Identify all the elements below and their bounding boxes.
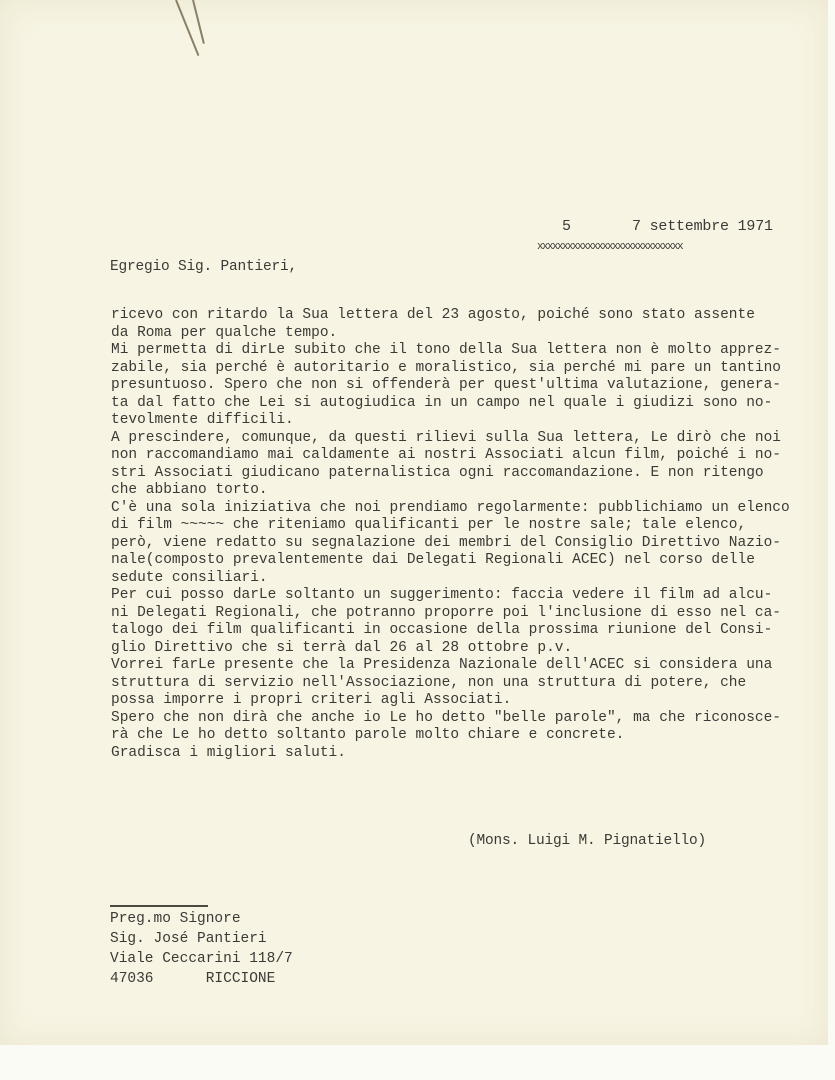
body-line: Per cui posso darLe soltanto un suggerimento: faccia vedere il film ad alcu- bbox=[111, 587, 773, 603]
address-line: Preg.mo Signore bbox=[110, 911, 241, 927]
body-line: Vorrei farLe presente che la Presidenza Nazionale dell'ACEC si considera una bbox=[111, 657, 773, 673]
address-line: Viale Ceccarini 118/7 bbox=[110, 951, 293, 967]
recipient-address bbox=[110, 909, 293, 989]
body-line: di film ~~~~~ che riteniamo qualificanti per le nostre sale; tale elenco, bbox=[111, 517, 747, 533]
body-line: che abbiano torto. bbox=[111, 482, 268, 498]
divider bbox=[110, 905, 208, 907]
body-line: presuntuoso. Spero che non si offenderà per quest'ultima valutazione, genera- bbox=[111, 377, 782, 393]
body-line: C'è una sola iniziativa che noi prendiamo regolarmente: pubblichiamo un elenco bbox=[111, 499, 790, 516]
body-line: Mi permetta di dirLe subito che il tono della Sua lettera non è molto apprez- bbox=[111, 342, 782, 358]
address-line: Sig. José Pantieri bbox=[110, 931, 267, 947]
body-line: stri Associati giudicano paternalistica ogni raccomandazione. E non ritengo bbox=[111, 464, 764, 481]
body-line: possa imporre i propri criteri agli Associati. bbox=[111, 692, 512, 708]
body-line: A prescindere, comunque, da questi rilievi sulla Sua lettera, Le dirò che noi bbox=[111, 429, 782, 446]
body-line: ni Delegati Regionali, che potranno proporre poi l'inclusione di esso nel ca- bbox=[111, 604, 782, 621]
body-line: sedute consiliari. bbox=[111, 569, 268, 586]
paper-fold-mark bbox=[192, 0, 205, 44]
body-line: talogo dei film qualificanti in occasione della prossima riunione del Consi- bbox=[111, 622, 773, 638]
body-line: nale(composto prevalentemente dai Delegati Regionali ACEC) nel corso delle bbox=[111, 552, 755, 568]
body-line: però, viene redatto su segnalazione dei membri del Consiglio Direttivo Nazio- bbox=[111, 534, 782, 551]
address-line: 47036 RICCIONE bbox=[110, 971, 276, 987]
body-line: Gradisca i migliori saluti. bbox=[111, 744, 346, 761]
page-number: 5 bbox=[562, 218, 571, 235]
body-line: ricevo con ritardo la Sua lettera del 23 agosto, poiché sono stato assente bbox=[111, 307, 755, 323]
body-line: da Roma per qualche tempo. bbox=[111, 324, 338, 341]
salutation: Egregio Sig. Pantieri, bbox=[110, 259, 298, 275]
body-line: zabile, sia perché è autoritario e moralistico, sia perché mi pare un tantino bbox=[111, 359, 782, 376]
body-line: rà che Le ho detto soltanto parole molto chiare e concrete. bbox=[111, 727, 625, 743]
signature: (Mons. Luigi M. Pignatiello) bbox=[468, 833, 707, 849]
body-line: glio Direttivo che si terrà dal 26 al 28 ottobre p.v. bbox=[111, 639, 573, 656]
body-line: struttura di servizio nell'Associazione, non una struttura di potere, che bbox=[111, 674, 747, 691]
body-line: Spero che non dirà che anche io Le ho detto "belle parole", ma che riconosce- bbox=[111, 709, 782, 726]
letter-date: 7 settembre 1971 bbox=[632, 218, 773, 235]
struck-out-text: xxxxxxxxxxxxxxxxxxxxxxxxxxxxx bbox=[537, 241, 683, 253]
body-line: tevolmente difficili. bbox=[111, 412, 294, 428]
letter-body bbox=[111, 307, 790, 762]
body-line: ta dal fatto che Lei si autogiudica in un campo nel quale i giudizi sono no- bbox=[111, 394, 773, 411]
body-line: non raccomandiamo mai caldamente ai nostri Associati alcun film, poiché i no- bbox=[111, 447, 782, 463]
